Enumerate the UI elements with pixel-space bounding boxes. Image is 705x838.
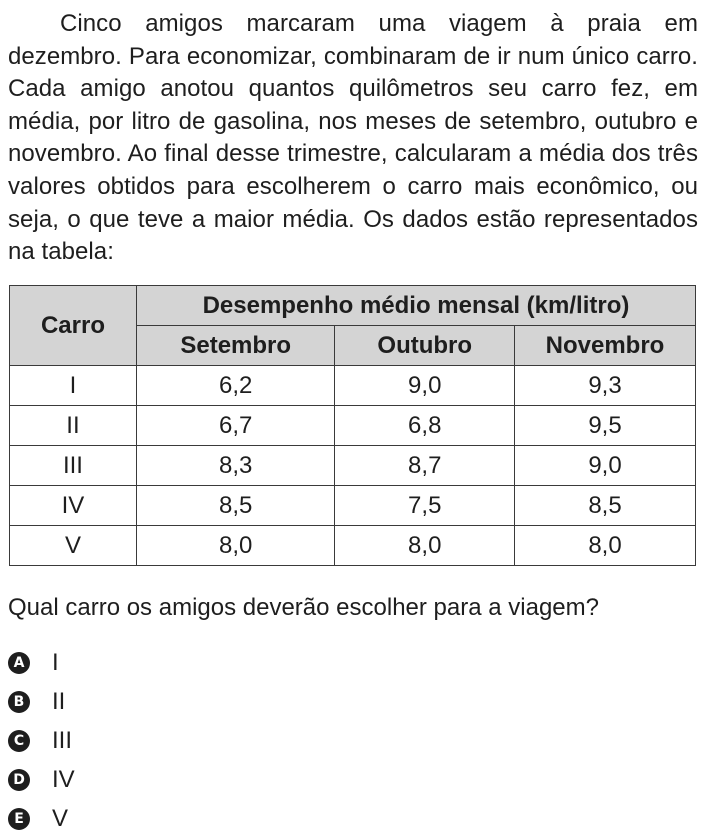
table-row xyxy=(10,486,696,526)
header-carro: Carro xyxy=(10,286,137,366)
option-letter-badge: B xyxy=(8,691,30,713)
cell-value: 8,0 xyxy=(335,526,515,566)
option-a[interactable] xyxy=(8,644,75,683)
header-month: Setembro xyxy=(136,326,335,366)
cell-carro: IV xyxy=(10,486,137,526)
header-group: Desempenho médio mensal (km/litro) xyxy=(136,286,695,326)
table-row xyxy=(10,446,696,486)
cell-value: 8,0 xyxy=(515,526,696,566)
option-text: I xyxy=(52,649,59,677)
cell-value: 9,3 xyxy=(515,366,696,406)
option-e[interactable] xyxy=(8,799,75,838)
table-row xyxy=(10,406,696,446)
header-month: Novembro xyxy=(515,326,696,366)
problem-statement: Cinco amigos marcaram uma viagem à praia em dezembro. Para economizar, combinaram de ir num único carro. Cada amigo anotou quantos quilômetros seu carro fez, em média, por litro de gasolina, nos meses de setembro, outubro e novembro. Ao final desse trimestre, calcularam a média dos três valores obtidos para escolherem o carro mais econômico, ou seja, o que teve a maior média. Os dados estão representados na tabela: xyxy=(8,10,698,266)
cell-value: 9,5 xyxy=(515,406,696,446)
cell-value: 8,7 xyxy=(335,446,515,486)
table-row xyxy=(10,526,696,566)
cell-value: 8,5 xyxy=(136,486,335,526)
cell-carro: III xyxy=(10,446,137,486)
option-letter-badge: D xyxy=(8,769,30,791)
option-letter-badge: A xyxy=(8,652,30,674)
cell-value: 6,2 xyxy=(136,366,335,406)
table-row xyxy=(10,366,696,406)
cell-value: 6,8 xyxy=(335,406,515,446)
cell-carro: V xyxy=(10,526,137,566)
cell-value: 9,0 xyxy=(515,446,696,486)
header-month: Outubro xyxy=(335,326,515,366)
option-text: V xyxy=(52,804,69,832)
question-text: Qual carro os amigos deverão escolher para a viagem? xyxy=(8,594,599,621)
cell-value: 9,0 xyxy=(335,366,515,406)
question-page xyxy=(8,8,698,832)
option-letter-badge: C xyxy=(8,730,30,752)
performance-table xyxy=(9,285,696,566)
option-c[interactable] xyxy=(8,722,75,761)
option-text: II xyxy=(52,688,66,716)
answer-options xyxy=(8,644,75,838)
cell-carro: I xyxy=(10,366,137,406)
cell-value: 8,0 xyxy=(136,526,335,566)
cell-value: 8,5 xyxy=(515,486,696,526)
cell-carro: II xyxy=(10,406,137,446)
cell-value: 8,3 xyxy=(136,446,335,486)
option-b[interactable] xyxy=(8,683,75,722)
option-d[interactable] xyxy=(8,760,75,799)
cell-value: 7,5 xyxy=(335,486,515,526)
cell-value: 6,7 xyxy=(136,406,335,446)
option-text: IV xyxy=(52,765,75,793)
option-letter-badge: E xyxy=(8,808,30,830)
option-text: III xyxy=(52,726,73,754)
